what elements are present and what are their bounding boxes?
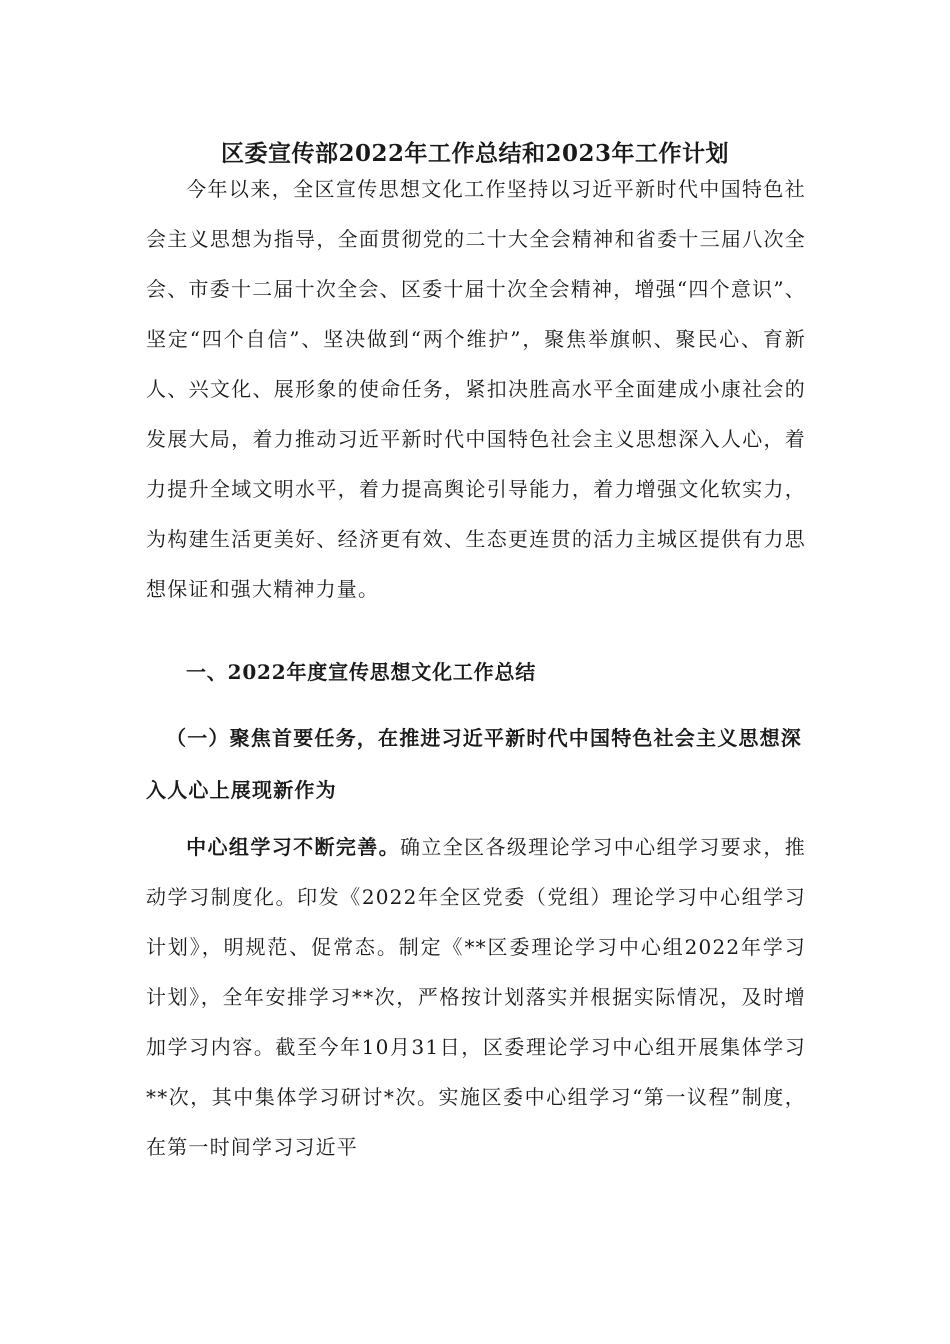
- intro-paragraph: [146, 164, 806, 614]
- subsection-heading: [146, 712, 806, 816]
- body-paragraph: [146, 822, 806, 1172]
- paragraph-lead: 中心组学习不断完善。: [186, 835, 400, 859]
- document-title: 区委宣传部2022年工作总结和2023年工作计划: [220, 140, 730, 167]
- section-heading: 一、2022年度宣传思想文化工作总结: [186, 660, 537, 684]
- subsection-heading-text: （一）聚焦首要任务，在推进习近平新时代中国特色社会主义思想深入人心上展现新作为: [146, 726, 802, 802]
- intro-text: 今年以来，全区宣传思想文化工作坚持以习近平新时代中国特色社会主义思想为指导，全面贯彻党的二十大全会精神和省委十三届八次全会、市委十二届十次全会、区委十届十次全会精神，增强“四个意识”、坚定“四个自信”、坚决做到“两个维护”，聚焦举旗帜、聚民心、育新人、兴文化、展形象的使命任务，紧扣决胜高水平全面建成小康社会的发展大局，着力推动习近平新时代中国特色社会主义思想深入人心，着力提升全域文明水平，着力提高舆论引导能力，着力增强文化软实力，为构建生活更美好、经济更有效、生态更连贯的活力主城区提供有力思想保证和强大精神力量。: [146, 177, 806, 601]
- paragraph-text: 确立全区各级理论学习中心组学习要求，推动学习制度化。印发《2022年全区党委（党组）理论学习中心组学习计划》，明规范、促常态。制定《**区委理论学习中心组2022年学习计划》，全年安排学习**次，严格按计划落实并根据实际情况，及时增加学习内容。截至今年10月31日，区委理论学习中心组开展集体学习**次，其中集体学习研讨*次。实施区委中心组学习“第一议程”制度，在第一时间学习习近平: [146, 835, 806, 1159]
